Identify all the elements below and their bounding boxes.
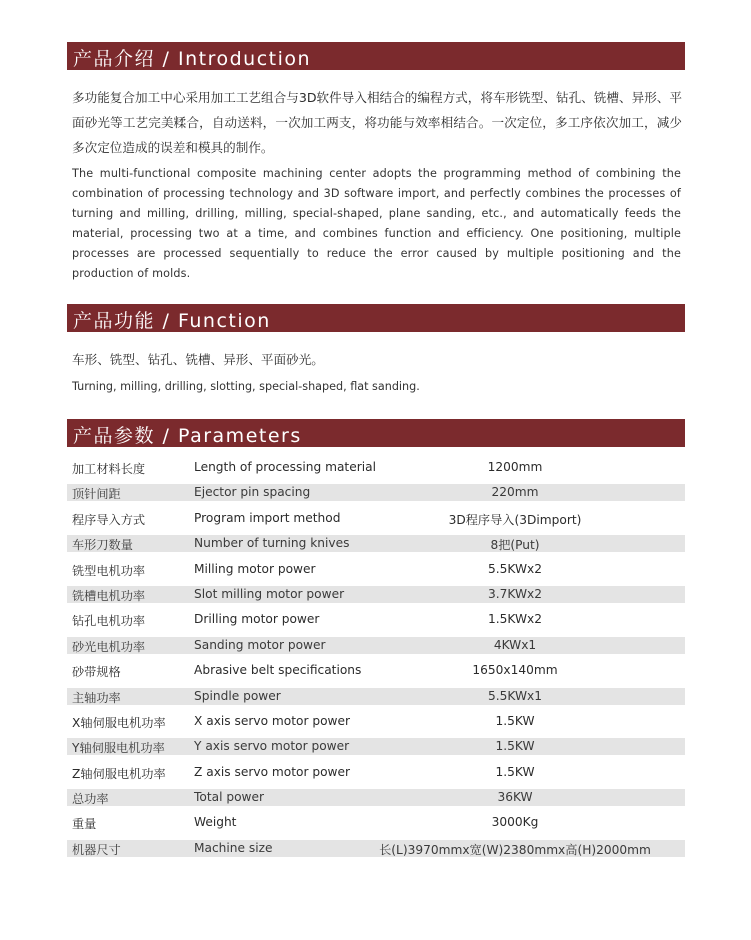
parameter-name-en: Ejector pin spacing — [194, 485, 311, 500]
parameter-name-en: Spindle power — [194, 688, 281, 703]
parameter-name-zh: 砂光电机功率 — [72, 639, 146, 654]
parameter-name-en: Machine size — [194, 840, 273, 855]
parameter-row — [67, 810, 685, 835]
intro-section-header — [67, 42, 685, 70]
parameter-value: 1200mm — [487, 460, 543, 474]
parameter-value: 1650x140mm — [472, 663, 558, 678]
parameter-name-en: Program import method — [194, 510, 341, 525]
parameter-value: 1.5KWx2 — [488, 612, 542, 627]
parameter-name-zh: 钻孔电机功率 — [72, 614, 146, 629]
parameter-name-zh: 铣型电机功率 — [72, 563, 146, 578]
parameters-table — [67, 455, 685, 861]
parameter-name-zh: 顶针间距 — [72, 487, 121, 502]
parameter-name-zh: 砂带规格 — [72, 665, 121, 680]
parameter-name-en: Drilling motor power — [194, 612, 320, 627]
parameter-row — [67, 480, 685, 505]
parameter-row — [67, 684, 685, 709]
parameter-name-en: Slot milling motor power — [194, 586, 345, 601]
parameter-row — [67, 709, 685, 734]
parameter-name-en: Y axis servo motor power — [194, 739, 350, 754]
parameter-row — [67, 455, 685, 480]
function-english-text: Turning, milling, drilling, slotting, special-shaped, flat sanding. — [72, 380, 420, 393]
parameter-value: 1.5KW — [495, 764, 535, 779]
parameter-name-zh: 程序导入方式 — [72, 512, 146, 527]
parameter-row — [67, 734, 685, 759]
intro-english-text: The multi-functional composite machining center adopts the programming method of combining the combination of processing technology and 3D software import, and perfectly combines the processes of turning and milling, drilling, milling, special-shaped, plane sanding, etc., and automatically feeds the material, processing two at a time, and combines function and efficiency. One positioning, multiple processes are processed sequentially to reduce the error caused by multiple positioning and the production of molds. — [72, 167, 681, 280]
parameter-name-en: Length of processing material — [194, 460, 376, 474]
parameter-name-en: Z axis servo motor power — [194, 764, 351, 779]
parameter-name-zh: 铣槽电机功率 — [72, 588, 146, 603]
parameter-value: 长(L)3970mmx宽(W)2380mmx高(H)2000mm — [379, 842, 651, 857]
parameter-name-zh: 车形刀数量 — [72, 538, 133, 553]
parameter-value: 3.7KWx2 — [488, 586, 542, 601]
intro-chinese-text: 多功能复合加工中心采用加工工艺组合与3D软件导入相结合的编程方式，将车形铣型、钻孔、铣槽、异形、平面砂光等工艺完美糅合，自动送料，一次加工两支，将功能与效率相结合。一次定位，多工序依次加工，减少多次定位造成的误差和模具的制作。 — [72, 90, 682, 155]
parameters-section-header — [67, 419, 685, 447]
parameter-value: 4KWx1 — [493, 637, 537, 652]
parameters-heading: 产品参数 / Parameters — [73, 425, 302, 447]
parameter-value: 5.5KWx1 — [488, 688, 542, 703]
parameter-name-en: Weight — [194, 815, 237, 830]
parameter-name-en: X axis servo motor power — [194, 713, 351, 728]
parameter-value: 1.5KW — [495, 713, 535, 728]
parameter-value: 36KW — [497, 790, 533, 805]
intro-heading: 产品介绍 / Introduction — [73, 48, 312, 70]
parameter-value: 5.5KWx2 — [488, 561, 542, 576]
parameter-value: 8把(Put) — [490, 538, 540, 553]
parameter-name-zh: 总功率 — [72, 792, 109, 807]
parameter-name-en: Abrasive belt specifications — [194, 663, 362, 678]
parameter-row — [67, 557, 685, 582]
parameter-row — [67, 633, 685, 658]
parameter-name-en: Total power — [194, 790, 265, 805]
parameter-value: 3D程序导入(3Dimport) — [448, 512, 582, 527]
parameter-row — [67, 785, 685, 810]
function-heading: 产品功能 / Function — [73, 310, 271, 332]
parameter-value: 1.5KW — [495, 739, 535, 754]
parameter-value: 220mm — [491, 485, 539, 500]
parameter-row — [67, 531, 685, 556]
parameter-row — [67, 658, 685, 683]
parameter-row — [67, 836, 685, 861]
parameter-row — [67, 607, 685, 632]
parameter-row — [67, 760, 685, 785]
parameter-name-zh: Y轴伺服电机功率 — [72, 741, 165, 756]
parameter-value: 3000Kg — [491, 815, 539, 830]
parameter-name-zh: 重量 — [72, 817, 97, 832]
parameter-name-zh: X轴伺服电机功率 — [72, 715, 166, 730]
parameter-name-zh: 主轴功率 — [72, 690, 121, 705]
function-section-header — [67, 304, 685, 332]
parameter-name-zh: 加工材料长度 — [72, 462, 146, 476]
parameter-row — [67, 582, 685, 607]
parameter-name-en: Sanding motor power — [194, 637, 326, 652]
parameter-name-en: Milling motor power — [194, 561, 316, 576]
parameter-name-en: Number of turning knives — [194, 536, 350, 551]
parameter-name-zh: 机器尺寸 — [72, 842, 121, 857]
parameter-row — [67, 506, 685, 531]
function-chinese-text: 车形、铣型、钻孔、铣槽、异形、平面砂光。 — [72, 352, 324, 367]
parameter-name-zh: Z轴伺服电机功率 — [72, 766, 166, 781]
